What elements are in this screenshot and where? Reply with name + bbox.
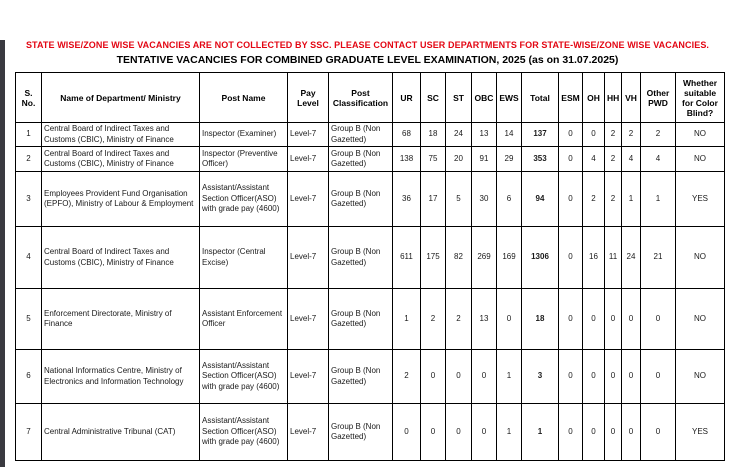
- cell-oh: 0: [583, 123, 605, 147]
- cell-post: Assistant/Assistant Section Officer(ASO) with grade pay (4600): [200, 350, 288, 404]
- cell-esm: 0: [559, 350, 583, 404]
- cell-color_blind: NO: [676, 123, 725, 147]
- cell-vh: 4: [622, 147, 641, 172]
- cell-other_pwd: 4: [641, 147, 676, 172]
- cell-ews: 6: [497, 172, 522, 227]
- col-header-post: Post Name: [200, 73, 288, 123]
- cell-ews: 1: [497, 404, 522, 461]
- cell-sc: 0: [421, 404, 446, 461]
- cell-classification: Group B (Non Gazetted): [329, 289, 393, 350]
- vacancies-table: [15, 72, 725, 461]
- cell-pay_level: Level-7: [288, 172, 329, 227]
- cell-department: Central Board of Indirect Taxes and Customs (CBIC), Ministry of Finance: [42, 227, 200, 289]
- col-header-ews: EWS: [497, 73, 522, 123]
- cell-esm: 0: [559, 404, 583, 461]
- cell-pay_level: Level-7: [288, 227, 329, 289]
- cell-ews: 14: [497, 123, 522, 147]
- cell-color_blind: NO: [676, 227, 725, 289]
- col-header-hh: HH: [605, 73, 622, 123]
- cell-sc: 0: [421, 350, 446, 404]
- cell-obc: 269: [472, 227, 497, 289]
- cell-ur: 1: [393, 289, 421, 350]
- col-header-vh: VH: [622, 73, 641, 123]
- cell-vh: 2: [622, 123, 641, 147]
- cell-oh: 4: [583, 147, 605, 172]
- cell-other_pwd: 0: [641, 289, 676, 350]
- cell-other_pwd: 0: [641, 350, 676, 404]
- cell-sc: 2: [421, 289, 446, 350]
- cell-st: 24: [446, 123, 472, 147]
- cell-sno: 1: [16, 123, 42, 147]
- cell-obc: 0: [472, 404, 497, 461]
- cell-oh: 0: [583, 404, 605, 461]
- cell-hh: 0: [605, 289, 622, 350]
- cell-ur: 2: [393, 350, 421, 404]
- cell-sno: 3: [16, 172, 42, 227]
- table-row: [16, 227, 725, 289]
- cell-ews: 169: [497, 227, 522, 289]
- cell-color_blind: NO: [676, 289, 725, 350]
- col-header-ur: UR: [393, 73, 421, 123]
- cell-post: Assistant/Assistant Section Officer(ASO) with grade pay (4600): [200, 172, 288, 227]
- cell-hh: 2: [605, 147, 622, 172]
- cell-sc: 75: [421, 147, 446, 172]
- cell-sno: 5: [16, 289, 42, 350]
- cell-esm: 0: [559, 123, 583, 147]
- cell-vh: 1: [622, 172, 641, 227]
- cell-other_pwd: 21: [641, 227, 676, 289]
- cell-post: Inspector (Central Excise): [200, 227, 288, 289]
- cell-obc: 30: [472, 172, 497, 227]
- cell-color_blind: YES: [676, 404, 725, 461]
- cell-total: 1: [522, 404, 559, 461]
- cell-pay_level: Level-7: [288, 350, 329, 404]
- col-header-sno: S. No.: [16, 73, 42, 123]
- table-header-row: [16, 73, 725, 123]
- cell-st: 5: [446, 172, 472, 227]
- cell-ews: 1: [497, 350, 522, 404]
- cell-vh: 0: [622, 404, 641, 461]
- table-row: [16, 289, 725, 350]
- cell-department: National Informatics Centre, Ministry of Electronics and Information Technology: [42, 350, 200, 404]
- cell-sno: 7: [16, 404, 42, 461]
- cell-other_pwd: 0: [641, 404, 676, 461]
- cell-vh: 0: [622, 289, 641, 350]
- cell-esm: 0: [559, 172, 583, 227]
- col-header-sc: SC: [421, 73, 446, 123]
- cell-ur: 36: [393, 172, 421, 227]
- cell-ur: 138: [393, 147, 421, 172]
- table-row: [16, 404, 725, 461]
- col-header-total: Total: [522, 73, 559, 123]
- cell-sno: 4: [16, 227, 42, 289]
- cell-classification: Group B (Non Gazetted): [329, 172, 393, 227]
- cell-pay_level: Level-7: [288, 123, 329, 147]
- cell-department: Employees Provident Fund Organisation (EPFO), Ministry of Labour & Employment: [42, 172, 200, 227]
- cell-esm: 0: [559, 147, 583, 172]
- cell-sno: 6: [16, 350, 42, 404]
- cell-obc: 91: [472, 147, 497, 172]
- col-header-pay_level: Pay Level: [288, 73, 329, 123]
- cell-other_pwd: 2: [641, 123, 676, 147]
- cell-post: Inspector (Preventive Officer): [200, 147, 288, 172]
- cell-obc: 0: [472, 350, 497, 404]
- table-body: [16, 123, 725, 461]
- table-row: [16, 350, 725, 404]
- cell-color_blind: YES: [676, 172, 725, 227]
- cell-post: Assistant Enforcement Officer: [200, 289, 288, 350]
- col-header-esm: ESM: [559, 73, 583, 123]
- cell-total: 18: [522, 289, 559, 350]
- notice-banner: STATE WISE/ZONE WISE VACANCIES ARE NOT COLLECTED BY SSC. PLEASE CONTACT USER DEPARTMENTS FOR STATE-WISE/ZONE WISE VACANCIES.: [25, 40, 710, 50]
- table-row: [16, 172, 725, 227]
- cell-other_pwd: 1: [641, 172, 676, 227]
- cell-obc: 13: [472, 289, 497, 350]
- col-header-classification: Post Classification: [329, 73, 393, 123]
- cell-ur: 68: [393, 123, 421, 147]
- cell-oh: 2: [583, 172, 605, 227]
- cell-st: 20: [446, 147, 472, 172]
- cell-oh: 0: [583, 289, 605, 350]
- cell-post: Inspector (Examiner): [200, 123, 288, 147]
- cell-hh: 11: [605, 227, 622, 289]
- cell-classification: Group B (Non Gazetted): [329, 227, 393, 289]
- cell-st: 2: [446, 289, 472, 350]
- cell-ur: 0: [393, 404, 421, 461]
- cell-ur: 611: [393, 227, 421, 289]
- col-header-department: Name of Department/ Ministry: [42, 73, 200, 123]
- col-header-other_pwd: Other PWD: [641, 73, 676, 123]
- page-title: TENTATIVE VACANCIES FOR COMBINED GRADUATE LEVEL EXAMINATION, 2025 (as on 31.07.2025): [116, 54, 619, 66]
- page-left-border: [0, 40, 5, 467]
- cell-total: 137: [522, 123, 559, 147]
- table-row: [16, 123, 725, 147]
- cell-department: Central Board of Indirect Taxes and Customs (CBIC), Ministry of Finance: [42, 123, 200, 147]
- cell-classification: Group B (Non Gazetted): [329, 147, 393, 172]
- cell-hh: 0: [605, 350, 622, 404]
- col-header-st: ST: [446, 73, 472, 123]
- cell-st: 82: [446, 227, 472, 289]
- cell-sc: 18: [421, 123, 446, 147]
- cell-oh: 16: [583, 227, 605, 289]
- cell-color_blind: NO: [676, 350, 725, 404]
- cell-total: 353: [522, 147, 559, 172]
- col-header-color_blind: Whether suitable for Color Blind?: [676, 73, 725, 123]
- cell-hh: 2: [605, 123, 622, 147]
- cell-hh: 0: [605, 404, 622, 461]
- cell-pay_level: Level-7: [288, 289, 329, 350]
- document-page: [0, 40, 735, 467]
- cell-total: 1306: [522, 227, 559, 289]
- col-header-obc: OBC: [472, 73, 497, 123]
- cell-total: 94: [522, 172, 559, 227]
- cell-department: Enforcement Directorate, Ministry of Finance: [42, 289, 200, 350]
- cell-classification: Group B (Non Gazetted): [329, 350, 393, 404]
- cell-st: 0: [446, 404, 472, 461]
- cell-classification: Group B (Non Gazetted): [329, 123, 393, 147]
- cell-oh: 0: [583, 350, 605, 404]
- cell-pay_level: Level-7: [288, 147, 329, 172]
- cell-department: Central Administrative Tribunal (CAT): [42, 404, 200, 461]
- cell-ews: 0: [497, 289, 522, 350]
- cell-vh: 0: [622, 350, 641, 404]
- cell-pay_level: Level-7: [288, 404, 329, 461]
- cell-total: 3: [522, 350, 559, 404]
- col-header-oh: OH: [583, 73, 605, 123]
- cell-hh: 2: [605, 172, 622, 227]
- cell-sno: 2: [16, 147, 42, 172]
- cell-vh: 24: [622, 227, 641, 289]
- cell-esm: 0: [559, 289, 583, 350]
- cell-sc: 17: [421, 172, 446, 227]
- cell-obc: 13: [472, 123, 497, 147]
- cell-ews: 29: [497, 147, 522, 172]
- cell-sc: 175: [421, 227, 446, 289]
- cell-st: 0: [446, 350, 472, 404]
- cell-color_blind: NO: [676, 147, 725, 172]
- cell-department: Central Board of Indirect Taxes and Customs (CBIC), Ministry of Finance: [42, 147, 200, 172]
- table-row: [16, 147, 725, 172]
- cell-esm: 0: [559, 227, 583, 289]
- cell-post: Assistant/Assistant Section Officer(ASO) with grade pay (4600): [200, 404, 288, 461]
- cell-classification: Group B (Non Gazetted): [329, 404, 393, 461]
